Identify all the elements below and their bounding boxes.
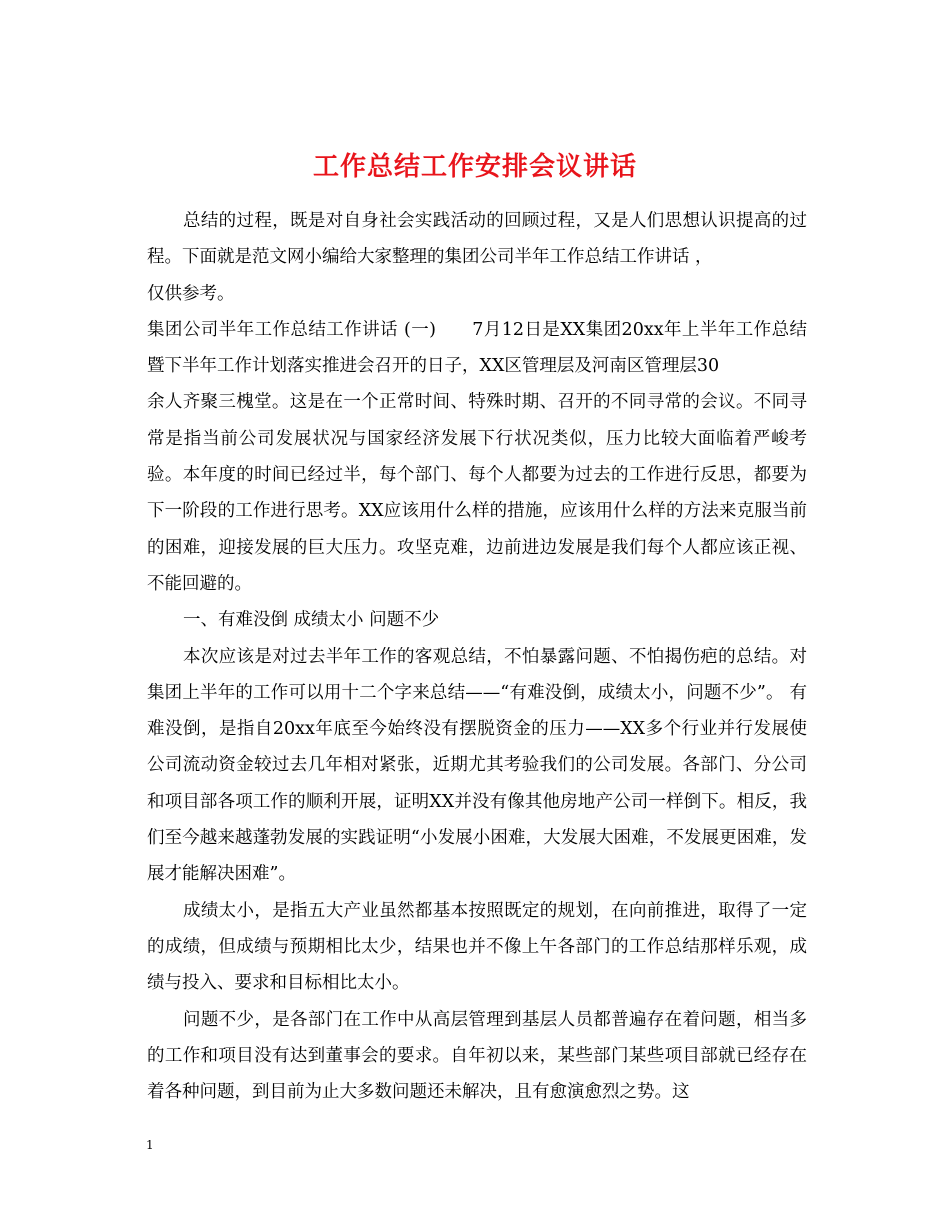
paragraph-meeting-context: 余人齐聚三槐堂。这是在一个正常时间、特殊时期、召开的不同寻常的会议。不同寻常是指当前公司发展状况与国家经济发展下行状况类似，压力比较大面临着严峻考验。本年度的时间已经过半，每个部门、每个人都要为过去的工作进行反思，都要为下一阶段的工作进行思考。XX应该用什么样的措施，应该用什么样的方法来克服当前的困难，迎接发展的巨大压力。攻坚克难，边前进边发展是我们每个人都应该正视、不能回避的。 (147, 392, 807, 594)
paragraph-intro-end: 仅供参考。 (147, 283, 235, 304)
paragraph-problems: 问题不少，是各部门在工作中从高层管理到基层人员都普遍存在着问题，相当多的工作和项目没有达到董事会的要求。自年初以来，某些部门某些项目部就已经存在着各种问题，到目前为止大多数问题还未解决，且有愈演愈烈之势。这 (147, 1009, 807, 1103)
document-body (147, 203, 807, 1110)
paragraph-intro: 总结的过程，既是对自身社会实践活动的回顾过程，又是人们思想认识提高的过程。下面就是范文网小编给大家整理的集团公司半年工作总结工作讲话 ， (147, 211, 807, 268)
paragraph-speech-heading: 集团公司半年工作总结工作讲话 (一) 7月12日是XX集团20xx年上半年工作总结暨下半年工作计划落实推进会召开的日子，XX区管理层及河南区管理层30 (147, 319, 807, 377)
paragraph-summary: 本次应该是对过去半年工作的客观总结，不怕暴露问题、不怕揭伤疤的总结。对集团上半年的工作可以用十二个字来总结——“有难没倒，成绩太小，问题不少”。 有难没倒，是指自20xx年底至今始终没有摆脱资金的压力——XX多个行业并行发展使公司流动资金较过去几年相对紧张，近期尤其考验我们的公司发展。各部门、分公司和项目部各项工作的顺利开展，证明XX并没有像其他房地产公司一样倒下。相反，我们至今越来越蓬勃发展的实践证明“小发展小困难，大发展大困难，不发展更困难，发展才能解决困难”。 (147, 646, 807, 885)
paragraph-achievements: 成绩太小，是指五大产业虽然都基本按照既定的规划，在向前推进，取得了一定的成绩，但成绩与预期相比太少，结果也并不像上午各部门的工作总结那样乐观，成绩与投入、要求和目标相比太小。 (147, 900, 807, 994)
section-heading-one: 一、有难没倒 成绩太小 问题不少 (183, 610, 440, 631)
page-number: 1 (146, 1138, 154, 1152)
document-title: 工作总结工作安排会议讲话 (312, 152, 637, 183)
